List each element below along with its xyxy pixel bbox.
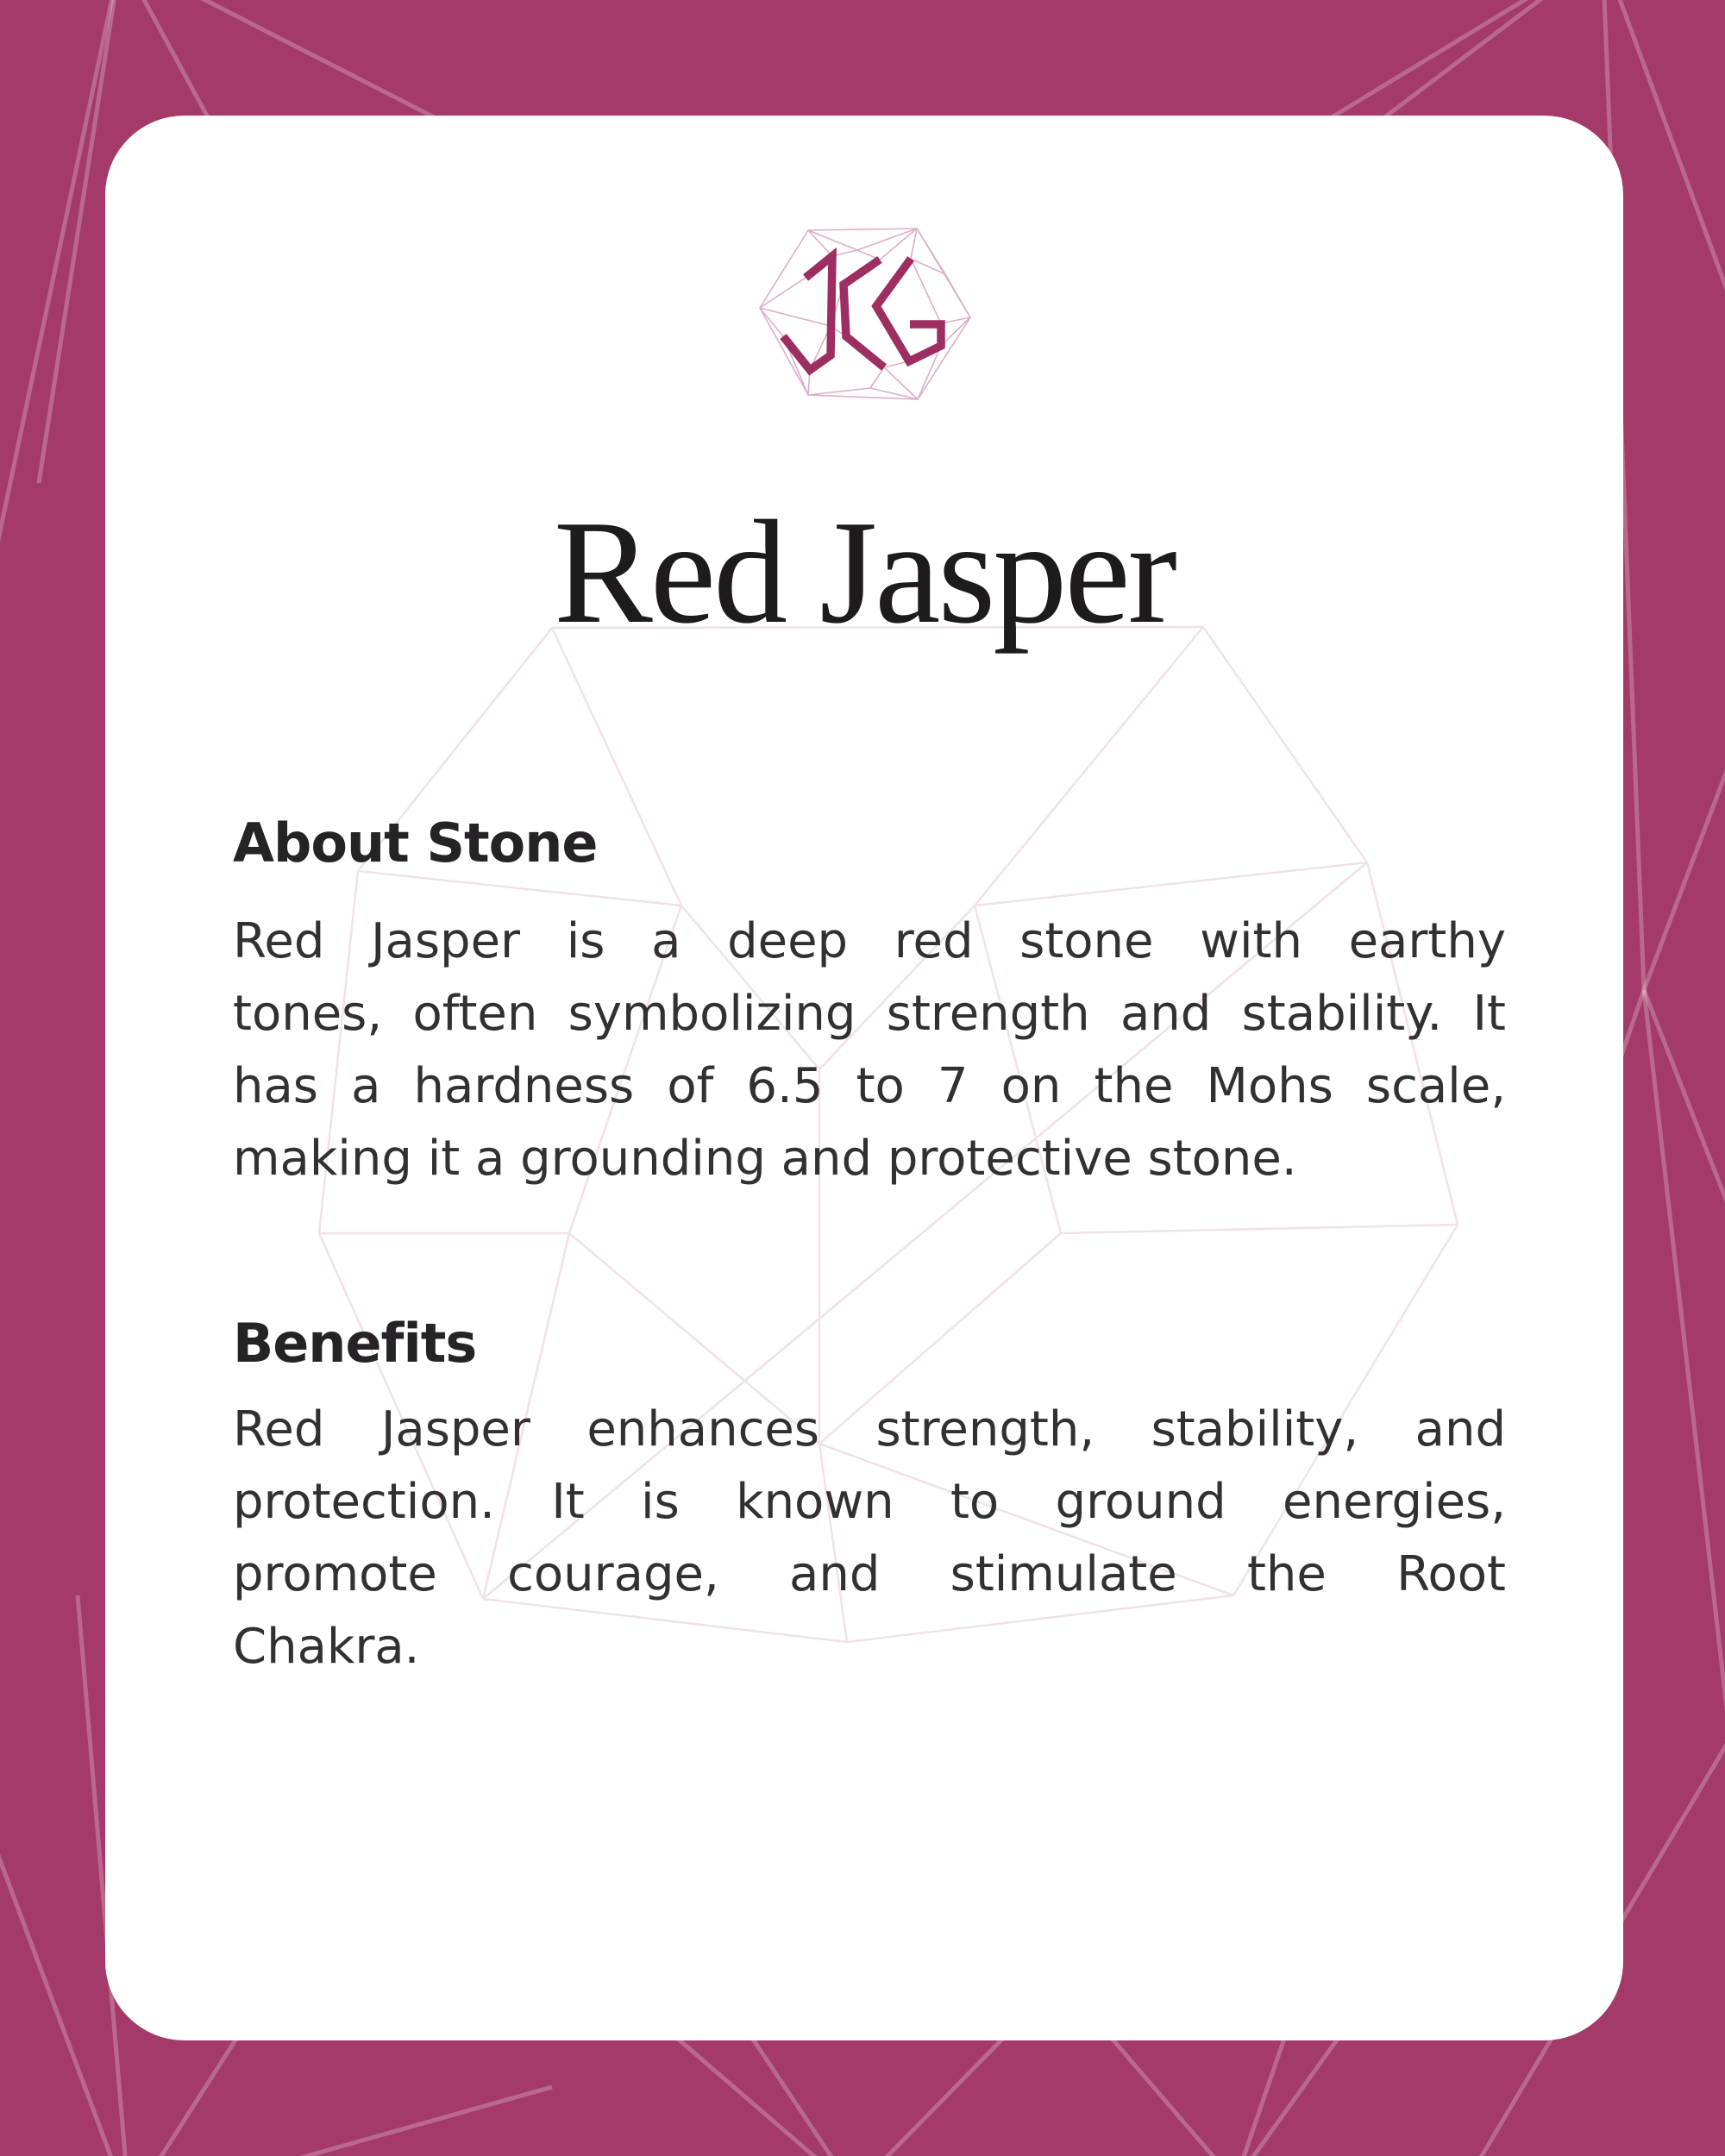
about-stone-heading: About Stone [233, 812, 598, 874]
gem-wireframe [760, 229, 970, 399]
about-stone-paragraph [233, 906, 1506, 1195]
benefits-heading: Benefits [233, 1312, 477, 1375]
benefits-line-4: Chakra. [233, 1619, 420, 1675]
benefits-line-1: Red Jasper enhances strength, stability, and [233, 1401, 1506, 1457]
benefits-line-3: promote courage, and stimulate the Root [233, 1546, 1506, 1602]
info-card [105, 116, 1623, 2040]
benefits-paragraph [233, 1394, 1506, 1683]
jcg-logo-gem-icon [754, 222, 975, 429]
about-line-4: making it a grounding and protective stone. [233, 1131, 1297, 1187]
about-line-1: Red Jasper is a deep red stone with earthy [233, 913, 1506, 969]
about-line-2: tones, often symbolizing strength and stability. It [233, 986, 1506, 1042]
page-title: Red Jasper [554, 491, 1175, 655]
about-line-3: has a hardness of 6.5 to 7 on the Mohs scale, [233, 1058, 1506, 1114]
benefits-line-2: protection. It is known to ground energies, [233, 1474, 1506, 1530]
